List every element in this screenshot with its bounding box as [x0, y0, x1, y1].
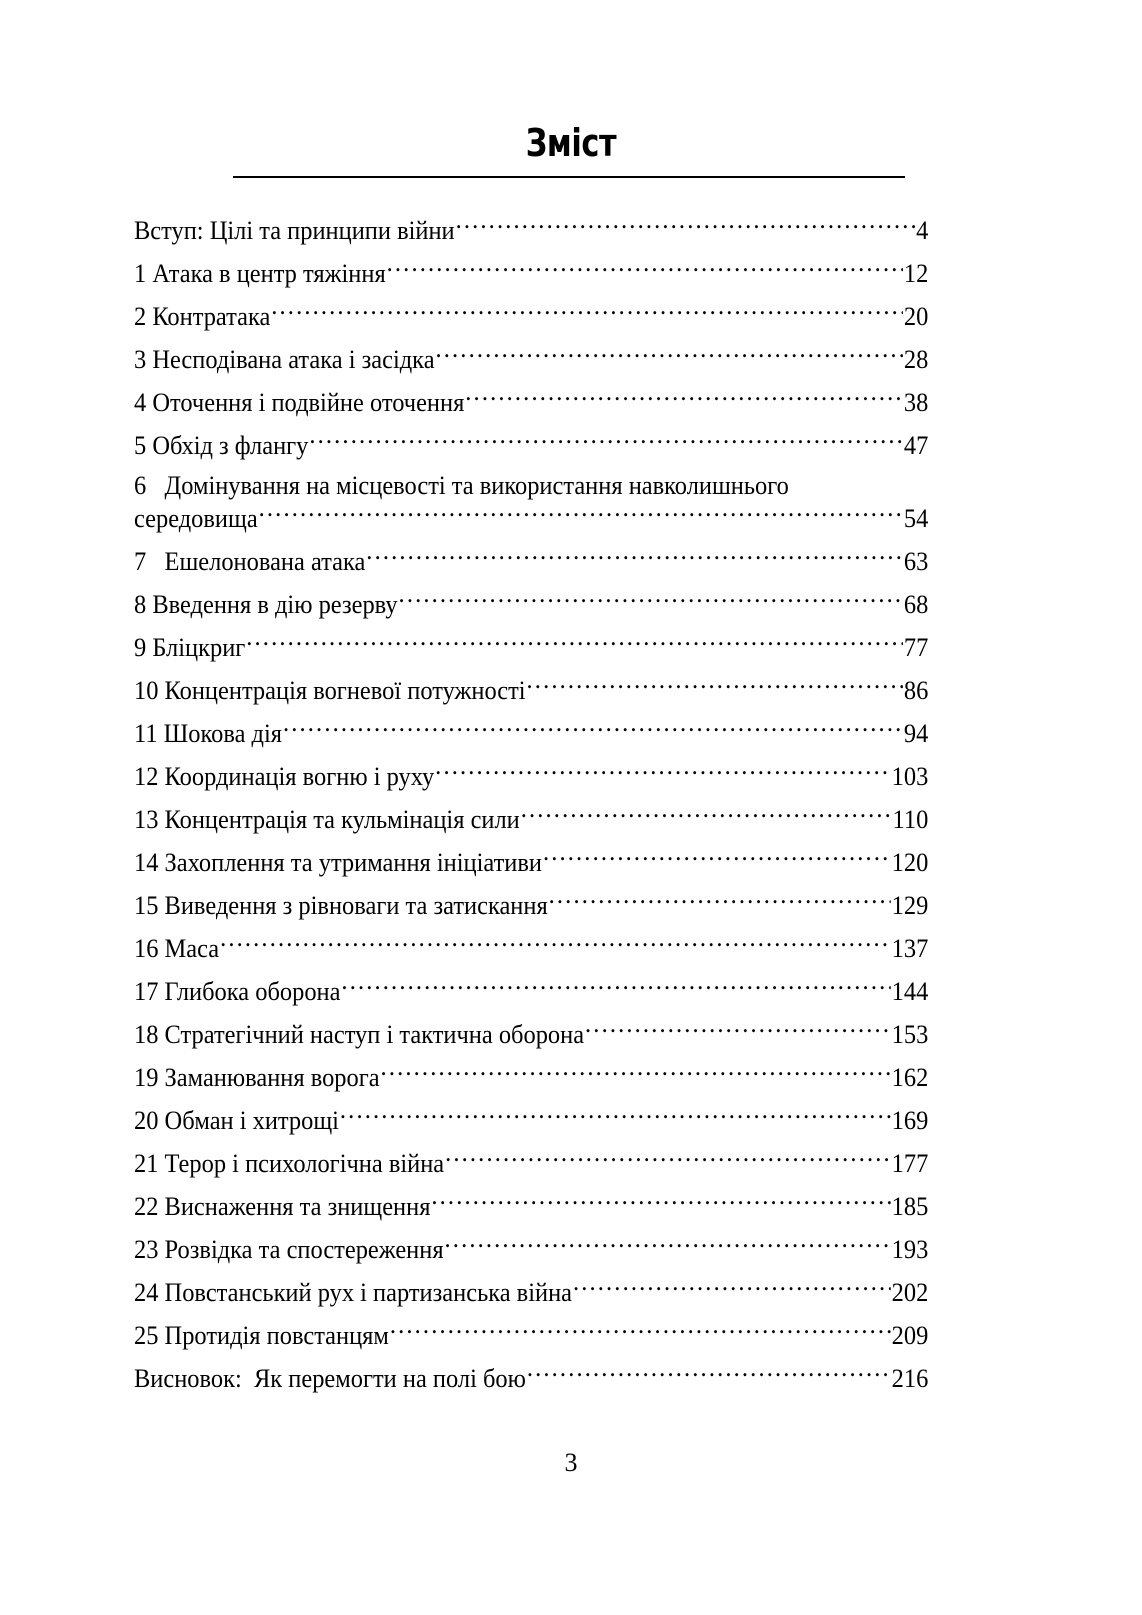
- toc-entry-title: 4 Оточення і подвійне оточення: [134, 388, 465, 417]
- dot-leader: [431, 1189, 890, 1215]
- toc-entry[interactable]: [134, 213, 928, 246]
- toc-entry-title: 15 Виведення з рівноваги та затискання: [134, 891, 548, 920]
- toc-entry-page-number: 110: [892, 805, 929, 834]
- dot-leader: [366, 544, 903, 570]
- dot-leader: [381, 1060, 891, 1086]
- toc-entry[interactable]: [134, 256, 928, 289]
- dot-leader: [435, 342, 902, 368]
- toc-entry-title: 11 Шокова дія: [134, 719, 283, 748]
- dot-leader: [390, 1318, 891, 1344]
- dot-leader: [399, 587, 903, 613]
- toc-entry-page-number: 169: [891, 1106, 929, 1135]
- dot-leader: [585, 1017, 891, 1043]
- dot-leader: [283, 716, 903, 742]
- toc-entry-title: 17 Глибока оборона: [134, 977, 341, 1006]
- dot-leader: [456, 213, 916, 239]
- toc-entry[interactable]: [134, 342, 928, 375]
- toc-entry[interactable]: [134, 471, 928, 534]
- toc-entry-page-number: 177: [891, 1149, 929, 1178]
- toc-entry-page-number: 38: [903, 388, 929, 417]
- toc-entry-page-number: 153: [891, 1020, 929, 1049]
- dot-leader: [527, 1361, 891, 1387]
- dot-leader: [340, 1103, 891, 1129]
- title-divider: [233, 176, 905, 178]
- toc-entry[interactable]: [134, 1275, 928, 1308]
- toc-entry[interactable]: [134, 716, 928, 749]
- page-folio-number: 3: [564, 1448, 578, 1477]
- toc-entry-title: 21 Терор і психологічна війна: [134, 1149, 445, 1178]
- toc-entry-page-number: 144: [891, 977, 929, 1006]
- toc-entry[interactable]: [134, 544, 928, 577]
- dot-leader: [445, 1146, 891, 1172]
- toc-entry-page-number: 4: [916, 216, 929, 245]
- toc-entry-page-number: 20: [903, 302, 929, 331]
- toc-entry[interactable]: [134, 845, 928, 878]
- dot-leader: [271, 299, 903, 325]
- toc-entry-title: 3 Несподівана атака і засідка: [134, 345, 435, 374]
- toc-entry-page-number: 120: [891, 848, 929, 877]
- toc-entry-title: 16 Маса: [134, 934, 220, 963]
- toc-entry[interactable]: [134, 673, 928, 706]
- toc-entry-title: 24 Повстанський рух і партизанська війна: [134, 1278, 573, 1307]
- dot-leader: [465, 385, 903, 411]
- toc-entry-title: Висновок: Як перемогти на полі бою: [134, 1364, 526, 1393]
- dot-leader: [521, 802, 892, 828]
- toc-entry[interactable]: [134, 1361, 928, 1394]
- toc-entry-page-number: 202: [891, 1278, 929, 1307]
- toc-entry-title-continuation-line: [134, 501, 928, 534]
- dot-leader: [259, 501, 903, 527]
- toc-entry-page-number: 193: [891, 1235, 929, 1264]
- toc-entry-title: 12 Координація вогню і руху: [134, 762, 435, 791]
- toc-entry-title: 10 Концентрація вогневої потужності: [134, 676, 526, 705]
- toc-entry[interactable]: [134, 1318, 928, 1351]
- toc-entry-page-number: 209: [891, 1321, 929, 1350]
- toc-entry-page-number: 77: [903, 633, 929, 662]
- toc-entry[interactable]: [134, 299, 928, 332]
- toc-entry-title: Вступ: Цілі та принципи війни: [134, 216, 455, 245]
- toc-entry-page-number: 63: [903, 547, 929, 576]
- toc-entry[interactable]: [134, 385, 928, 418]
- toc-entry-title: 6 Домінування на місцевості та використання навколишнього: [134, 471, 789, 500]
- dot-leader: [573, 1275, 891, 1301]
- toc-entry-title-part2: середовища: [134, 504, 258, 533]
- toc-entry-page-number: 103: [891, 762, 929, 791]
- dot-leader: [309, 428, 903, 454]
- toc-entry-page-number: 28: [903, 345, 929, 374]
- toc-entry[interactable]: [134, 931, 928, 964]
- toc-entry[interactable]: [134, 428, 928, 461]
- toc-entry-list: [134, 213, 979, 1404]
- dot-leader: [220, 931, 891, 957]
- toc-entry-title: 18 Стратегічний наступ і тактична оборона: [134, 1020, 585, 1049]
- toc-entry[interactable]: [134, 587, 928, 620]
- dot-leader: [246, 630, 903, 656]
- toc-entry-title: 20 Обман і хитрощі: [134, 1106, 339, 1135]
- toc-entry-title: 8 Введення в дію резерву: [134, 590, 398, 619]
- toc-entry-page-number: 94: [903, 719, 929, 748]
- toc-entry-title: 14 Захоплення та утримання ініціативи: [134, 848, 543, 877]
- toc-entry[interactable]: [134, 1103, 928, 1136]
- toc-entry[interactable]: [134, 1060, 928, 1093]
- toc-entry-page-number: 216: [891, 1364, 929, 1393]
- dot-leader: [549, 888, 891, 914]
- toc-entry-page-number: 137: [891, 934, 929, 963]
- toc-entry-page-number: 54: [903, 504, 929, 533]
- toc-entry[interactable]: [134, 1017, 928, 1050]
- toc-entry-title: 5 Обхід з флангу: [134, 431, 309, 460]
- dot-leader: [445, 1232, 891, 1258]
- toc-entry-page-number: 47: [903, 431, 929, 460]
- toc-entry-title: 23 Розвідка та спостереження: [134, 1235, 444, 1264]
- toc-entry-title: 19 Заманювання ворога: [134, 1063, 380, 1092]
- toc-entry[interactable]: [134, 974, 928, 1007]
- toc-entry-page-number: 86: [903, 676, 929, 705]
- dot-leader: [435, 759, 891, 785]
- toc-entry-title: 13 Концентрація та кульмінація сили: [134, 805, 520, 834]
- dot-leader: [543, 845, 891, 871]
- toc-entry-title: 2 Контратака: [134, 302, 271, 331]
- toc-entry[interactable]: [134, 888, 928, 921]
- toc-entry-page-number: 185: [891, 1192, 929, 1221]
- toc-entry-title: 7 Ешелонована атака: [134, 547, 366, 576]
- toc-entry-title: 1 Атака в центр тяжіння: [134, 259, 386, 288]
- dot-leader: [527, 673, 903, 699]
- toc-entry[interactable]: [134, 1232, 928, 1265]
- toc-entry[interactable]: [134, 630, 928, 663]
- toc-entry-page-number: 12: [903, 259, 929, 288]
- page-title: Зміст: [525, 121, 617, 165]
- toc-entry-title: 22 Виснаження та знищення: [134, 1192, 431, 1221]
- dot-leader: [341, 974, 890, 1000]
- toc-entry-page-number: 129: [891, 891, 929, 920]
- toc-entry[interactable]: [134, 802, 928, 835]
- dot-leader: [387, 256, 903, 282]
- toc-entry-page-number: 162: [891, 1063, 929, 1092]
- toc-entry[interactable]: [134, 759, 928, 792]
- toc-entry-page-number: 68: [903, 590, 929, 619]
- toc-entry[interactable]: [134, 1146, 928, 1179]
- toc-entry-title: 25 Протидія повстанцям: [134, 1321, 389, 1350]
- toc-entry[interactable]: [134, 1189, 928, 1222]
- toc-entry-title: 9 Бліцкриг: [134, 633, 246, 662]
